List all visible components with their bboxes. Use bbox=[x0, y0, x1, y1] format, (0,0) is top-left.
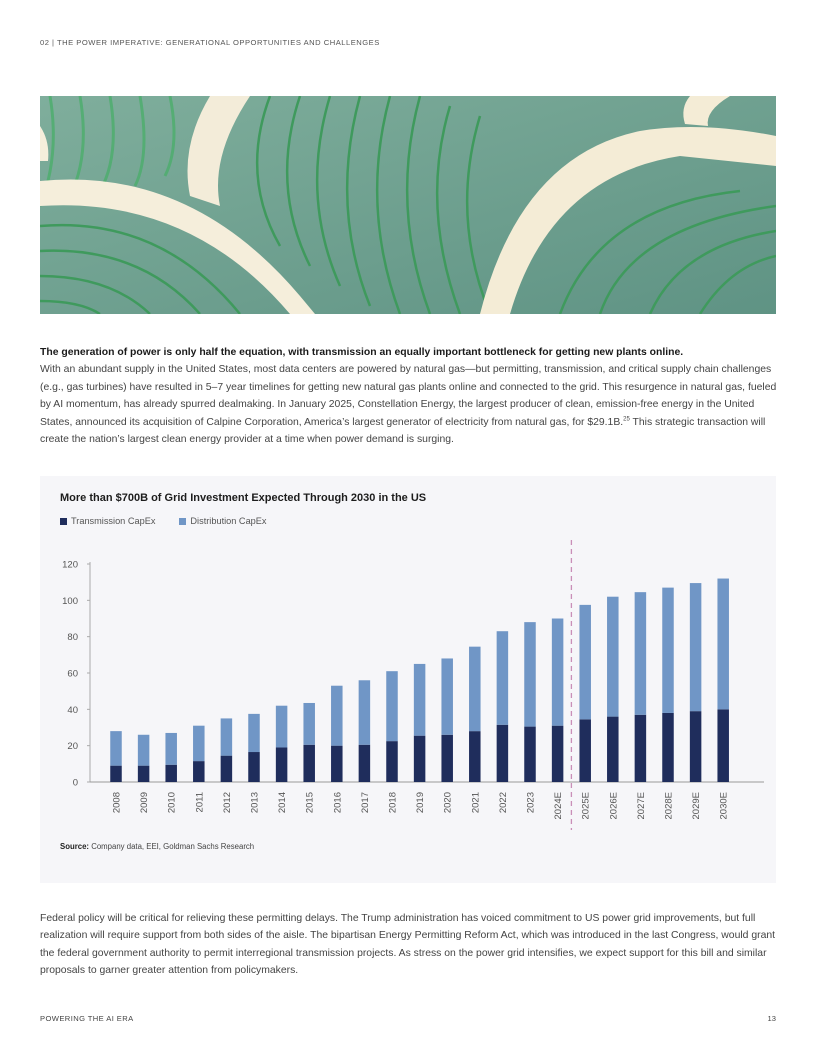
bar-transmission bbox=[579, 719, 591, 782]
bar-distribution bbox=[165, 733, 177, 765]
bar-transmission bbox=[386, 741, 398, 782]
x-tick-label: 2018 bbox=[387, 792, 399, 814]
source-text: Company data, EEI, Goldman Sachs Research bbox=[89, 842, 255, 851]
y-tick-label: 0 bbox=[72, 777, 78, 789]
bar-distribution bbox=[110, 731, 122, 766]
intro-body-end: This strategic transaction will create the nation’s largest clean energy provider at a time when power demand is surging. bbox=[40, 416, 766, 446]
x-tick-label: 2015 bbox=[304, 792, 316, 814]
x-tick-label: 2026E bbox=[608, 792, 620, 820]
x-tick-label: 2020 bbox=[442, 792, 454, 814]
intro-body: With an abundant supply in the United States, most data centers are powered by natural gas—but permitting, transmission, and critical supply chain challenges (e.g., gas turbines) have resulted in 5–7 year timelines for getting new natural gas plants online and connected to the grid. This resurgence in natural gas, fueled by AI momentum, has already spurred dealmaking. In January 2025, Constellation Energy, the largest producer of clean, emission-free energy in the United States, announced its acquisition of Calpine Corporation, America’s largest generator of electricity from natural gas, for $29.1B. bbox=[40, 364, 777, 428]
cable-spools-photo-icon bbox=[40, 96, 776, 314]
footnote-ref[interactable]: 25 bbox=[623, 416, 630, 423]
x-tick-label: 2021 bbox=[470, 792, 482, 814]
x-tick-label: 2009 bbox=[139, 792, 151, 814]
section-header: 02 | THE POWER IMPERATIVE: GENERATIONAL OPPORTUNITIES AND CHALLENGES bbox=[40, 38, 380, 47]
intro-lead: The generation of power is only half the equation, with transmission an equally important bottleneck for getting new plants online. bbox=[40, 347, 684, 358]
bar-transmission bbox=[497, 725, 509, 782]
x-tick-label: 2030E bbox=[718, 792, 730, 820]
y-tick-label: 80 bbox=[67, 632, 78, 644]
x-tick-label: 2022 bbox=[497, 792, 509, 814]
x-tick-label: 2016 bbox=[332, 792, 344, 814]
bar-distribution bbox=[717, 579, 729, 710]
bar-transmission bbox=[331, 746, 343, 782]
bar-transmission bbox=[717, 709, 729, 782]
bar-distribution bbox=[441, 658, 453, 734]
x-tick-label: 2023 bbox=[525, 792, 537, 814]
bar-distribution bbox=[303, 703, 315, 745]
bar-transmission bbox=[635, 715, 647, 782]
bar-distribution bbox=[635, 592, 647, 715]
bar-transmission bbox=[359, 745, 371, 782]
x-tick-label: 2019 bbox=[415, 792, 427, 814]
bar-transmission bbox=[441, 735, 453, 782]
y-tick-label: 20 bbox=[67, 741, 78, 753]
bar-transmission bbox=[469, 731, 481, 782]
x-tick-label: 2027E bbox=[635, 792, 647, 820]
outro-paragraph: Federal policy will be critical for relieving these permitting delays. The Trump administration has voiced commitment to US power grid improvements, but full realization will require support from both sides of the aisle. The bipartisan Energy Permitting Reform Act, which was introduced in the last Congress, would grant the federal government authority to permit interregional transmission projects. As stress on the power grid intensifies, we expect support for this bill and similar proposals to garner greater attention from policymakers. bbox=[40, 913, 776, 977]
bar-transmission bbox=[303, 745, 315, 782]
bar-transmission bbox=[524, 727, 536, 782]
bar-distribution bbox=[524, 622, 536, 726]
bar-transmission bbox=[193, 761, 205, 782]
x-tick-label: 2012 bbox=[221, 792, 233, 814]
bar-transmission bbox=[276, 747, 288, 782]
y-tick-label: 120 bbox=[62, 559, 78, 571]
bar-distribution bbox=[690, 583, 702, 711]
bar-distribution bbox=[552, 619, 564, 726]
legend-label-transmission: Transmission CapEx bbox=[71, 516, 156, 526]
legend-label-distribution: Distribution CapEx bbox=[190, 516, 267, 526]
page-number: 13 bbox=[767, 1014, 776, 1023]
x-tick-label: 2017 bbox=[359, 792, 371, 814]
source-label: Source: bbox=[60, 842, 90, 851]
y-tick-label: 100 bbox=[62, 595, 78, 607]
x-tick-label: 2014 bbox=[277, 792, 289, 814]
x-tick-label: 2008 bbox=[111, 792, 123, 814]
bar-distribution bbox=[221, 718, 233, 755]
y-tick-label: 40 bbox=[67, 704, 78, 716]
bar-distribution bbox=[579, 605, 591, 719]
bar-distribution bbox=[248, 714, 260, 752]
bar-distribution bbox=[497, 631, 509, 725]
chart-title: More than $700B of Grid Investment Expected Through 2030 in the US bbox=[60, 492, 427, 504]
bar-distribution bbox=[331, 686, 343, 746]
hero-image bbox=[40, 96, 776, 314]
x-tick-label: 2028E bbox=[663, 792, 675, 820]
x-tick-label: 2011 bbox=[194, 792, 206, 813]
bar-transmission bbox=[414, 736, 426, 782]
bar-transmission bbox=[221, 756, 233, 782]
chart-panel bbox=[40, 476, 776, 883]
x-tick-label: 2013 bbox=[249, 792, 261, 814]
bar-distribution bbox=[386, 671, 398, 741]
bar-distribution bbox=[138, 735, 150, 766]
x-tick-label: 2024E bbox=[553, 792, 565, 820]
bar-transmission bbox=[607, 717, 619, 782]
bar-distribution bbox=[276, 706, 288, 748]
bar-distribution bbox=[193, 726, 205, 761]
stacked-bar-chart bbox=[40, 476, 776, 846]
bar-distribution bbox=[607, 597, 619, 717]
x-tick-label: 2010 bbox=[166, 792, 178, 814]
bar-distribution bbox=[414, 664, 426, 736]
y-tick-label: 60 bbox=[67, 668, 78, 680]
bar-transmission bbox=[165, 765, 177, 782]
bar-transmission bbox=[248, 752, 260, 782]
intro-paragraph bbox=[40, 344, 780, 448]
bar-transmission bbox=[110, 766, 122, 782]
x-tick-label: 2029E bbox=[691, 792, 703, 820]
bar-transmission bbox=[138, 766, 150, 782]
chart-source bbox=[60, 842, 254, 851]
bar-distribution bbox=[469, 647, 481, 731]
x-tick-label: 2025E bbox=[580, 792, 592, 820]
bar-transmission bbox=[552, 726, 564, 782]
bar-transmission bbox=[662, 713, 674, 782]
bar-distribution bbox=[662, 588, 674, 713]
bar-distribution bbox=[359, 680, 371, 744]
footer-title: POWERING THE AI ERA bbox=[40, 1014, 134, 1023]
bar-transmission bbox=[690, 711, 702, 782]
